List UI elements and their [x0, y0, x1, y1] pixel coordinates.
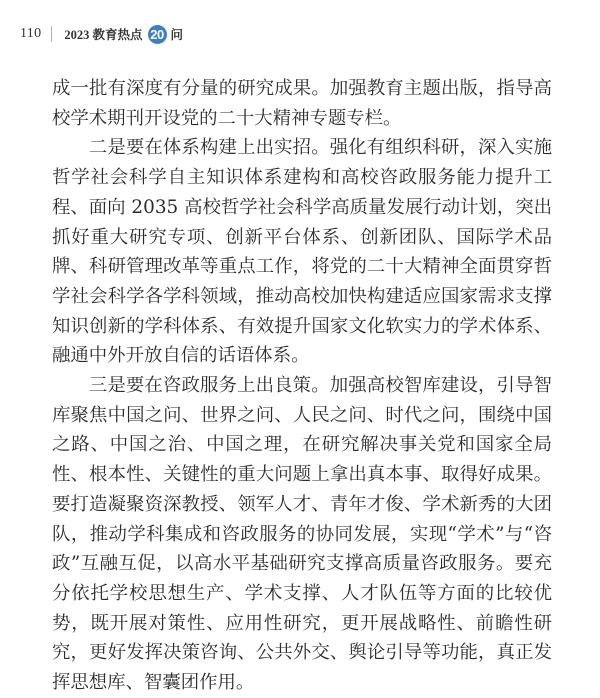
book-title: [64, 25, 183, 44]
paragraph-advisory-service: 三是要在咨政服务上出良策。加强高校智库建设，引导智库聚焦中国之问、世界之问、人民之问、时代之问，围绕中国之路、中国之治、中国之理，在研究解决事关党和国家全局性、根本性、关键性的重大问题上拿出真本事、取得好成果。要打造凝聚资深教授、领军人才、青年才俊、学术新秀的大团队，推动学科集成和咨政服务的协同发展，实现“学术”与“咨政”互融互促，以高水平基础研究支撑高质量咨政服务。要充分依托学校思想生产、学术支撑、人才队伍等方面的比较优势，既开展对策性、应用性研究，更开展战略性、前瞻性研究，更好发挥决策咨询、公共外交、舆论引导等功能，真正发挥思想库、智囊团作用。: [52, 375, 552, 694]
book-title-prefix: 2023 教育热点: [64, 28, 143, 42]
book-title-suffix: 问: [170, 28, 184, 42]
paragraph-continuation: 成一批有深度有分量的研究成果。加强教育主题出版，指导高校学术期刊开设党的二十大精神专题专栏。: [52, 78, 552, 129]
running-header: [20, 22, 183, 46]
paragraph-system-building: 二是要在体系构建上出实招。强化有组织科研，深入实施哲学社会科学自主知识体系建构和高校咨政服务能力提升工程、面向 2035 高校哲学社会科学高质量发展行动计划，突出抓好重大研究专项、创新平台体系、创新团队、国际学术品牌、科研管理改革等重点工作，将党的二十大精神全面贯穿哲学社会科学各学科领域，推动高校加快构建适应国家需求支撑知识创新的学科体系、有效提升国家文化软实力的学术体系、融通中外开放自信的话语体系。: [52, 137, 552, 367]
number-badge-icon: 20: [148, 25, 167, 44]
page-body: [52, 74, 552, 698]
page-number: 110: [20, 26, 42, 41]
header-divider: [51, 26, 52, 42]
